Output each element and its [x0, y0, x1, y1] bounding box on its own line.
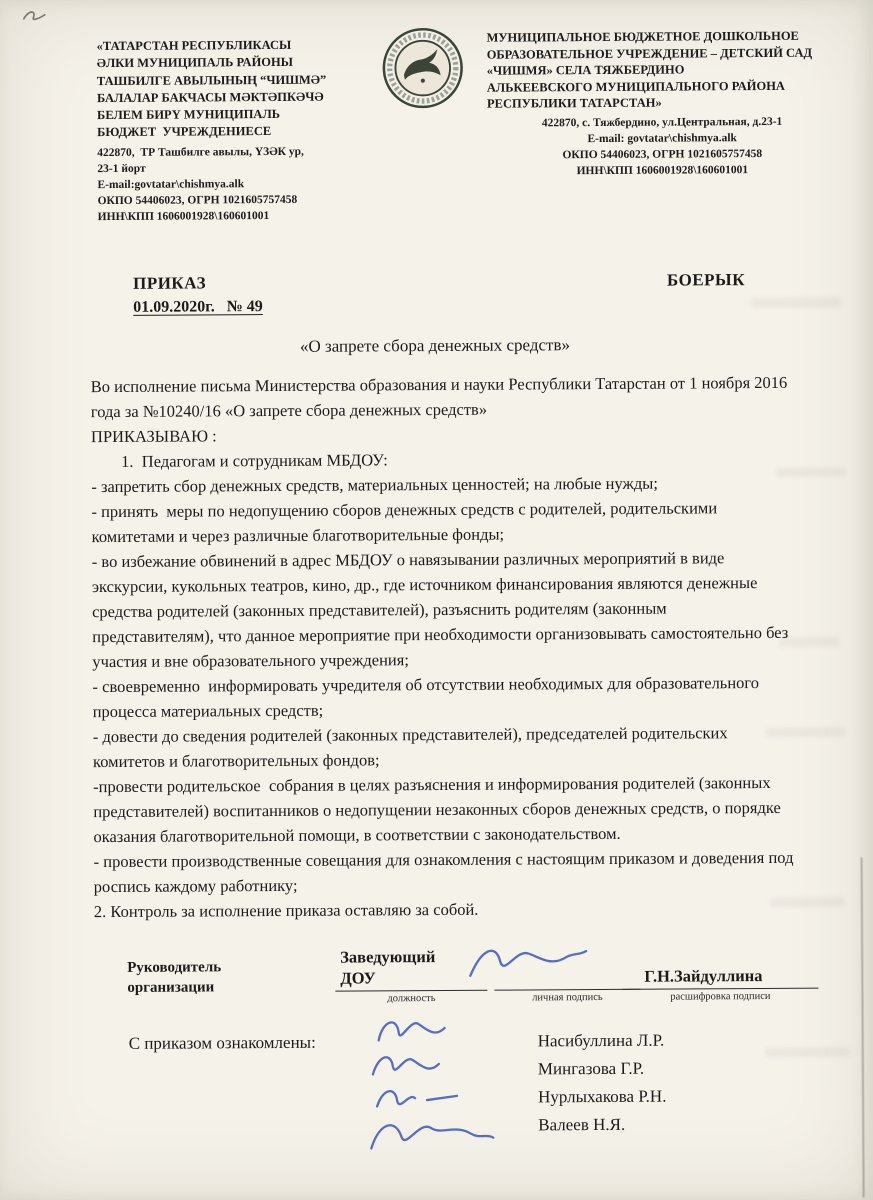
bleedthrough-artifact: [751, 298, 841, 309]
email-line: E-mail:govtatar\chishmya.alk: [97, 177, 245, 191]
header-left-block: [97, 37, 353, 226]
body-paragraph: -провести родительское собрания в целях разъяснения и информирования родителей (законных представителей) воспитанников о недопущении незаконных сборов денежных средств, о порядке оказания благотворительной помощи, в соответствии с законодательством.: [93, 772, 781, 847]
address-line: 422870, с. Тяжбердино, ул.Центральная, д.23-1: [541, 115, 783, 129]
acknowledgement-names: [538, 1027, 667, 1140]
ack-name: Насибуллина Л.Р.: [537, 1030, 665, 1051]
order-subject: «О запрете сбора денежных средств»: [299, 335, 571, 356]
body-paragraph: 2. Контроль за исполнение приказа оставляю за собой.: [93, 899, 479, 922]
order-date-number: 01.09.2020г. № 49: [133, 298, 263, 316]
scan-edge-artifact: [861, 857, 865, 1197]
body-paragraph: - провести производственные совещания для ознакомления с настоящим приказом и доведения под роспись каждому работнику;: [93, 847, 794, 897]
body-paragraph: - во избежание обвинений в адрес МБДОУ о навязывании различных мероприятий в виде экскурсии, кукольных театров, кино, др., где источником финансирования являются денежные средства родителей (законных представителей), разъяснить родителям (законным представителям), что данное мероприятие при необходимости организовывать самостоятельно без участия и вне образовательного учреждения;: [91, 548, 789, 672]
org-name-line: БЮДЖЕТ УЧРЕЖДЕНИЕСЕ: [97, 124, 272, 140]
signer-name: Г.Н.Зайдуллина: [644, 966, 763, 986]
header-right-block: [487, 28, 838, 180]
org-name-line: «ТАТАРСТАН РЕСПУБЛИКАСЫ: [96, 37, 292, 54]
email-line: E-mail: govtatar\chishmya.alk: [587, 131, 737, 145]
body-paragraph: - своевременно информировать учредителя об отсутствии необходимых для образовательного процесса материальных средств;: [92, 673, 760, 722]
tatarstan-emblem-icon: [380, 26, 465, 111]
signature-line-position: [335, 990, 487, 1005]
org-name-line: «ЧИШМЯ» СЕЛА ТЯЖБЕРДИНО: [486, 62, 685, 78]
ack-name: Нурлыхакова Р.Н.: [537, 1086, 667, 1107]
org-contact-block: [97, 143, 352, 225]
org-contact-block: [487, 113, 837, 180]
address-line: 422870, ТР Ташбилге авылы, ҮЗӘК ур,: [97, 145, 304, 159]
signature-line-personal: [494, 989, 640, 1004]
inn-kpp-line: ИНН\КПП 1606001928\160601001: [97, 209, 270, 223]
org-name-line: АЛЬКЕЕВСКОГО МУНИЦИПАЛЬНОГО РАЙОНА: [486, 78, 785, 95]
address-line: 23-1 йорт: [97, 162, 146, 175]
body-paragraph: Во исполнение письма Министерства образования и науки Республики Татарстан от 1 ноября 2016 года за №10240/16 «О запрете сбора денежных средств»: [90, 372, 788, 422]
order-title-tat: БОЕРЫК: [666, 270, 746, 290]
order-title-row: [133, 270, 745, 294]
org-name-line: ОБРАЗОВАТЕЛЬНОЕ УЧРЕЖДЕНИЕ – ДЕТСКИЙ САД: [486, 45, 813, 62]
org-name-line: РЕСПУБЛИКИ ТАТАРСТАН»: [486, 95, 662, 111]
org-name-line: МУНИЦИПАЛЬНОЕ БЮДЖЕТНОЕ ДОШКОЛЬНОЕ: [486, 28, 799, 45]
transcript-caption: расшифровка подписи: [670, 990, 771, 1003]
signature-line-transcript: [622, 988, 818, 1003]
okpo-ogrn-line: ОКПО 54406023, ОГРН 1021605757458: [97, 193, 298, 207]
org-name-line: ТАШБИЛГЕ АВЫЛЫНЫҢ “ЧИШМӘ”: [96, 72, 327, 88]
signature-ink: [462, 935, 594, 996]
org-name-line: БАЛАЛАР БАКЧАСЫ МӘКТӘПКӘЧӘ: [96, 89, 324, 105]
body-paragraph: - принять меры по недопущению сборов денежных средств с родителей, родительскими комитетами и через различные благотворительные фонды;: [91, 498, 718, 547]
acknowledgement-label: С приказом ознакомлены:: [128, 1032, 316, 1053]
inn-kpp-line: ИНН\КПП 1606001928\160601001: [576, 163, 749, 177]
okpo-ogrn-line: ОКПО 54406023, ОГРН 1021605757458: [562, 147, 763, 161]
signer-role: Руководитель организации: [127, 959, 222, 997]
order-title-rus: ПРИКАЗ: [133, 273, 207, 293]
ack-name: Мингазова Г.Р.: [537, 1058, 645, 1079]
body-paragraph: 1. Педагогам и сотрудникам МБДОУ:: [121, 450, 388, 471]
ack-name: Валеев Н.Я.: [538, 1114, 626, 1135]
body-paragraph: - запретить сбор денежных средств, материальных ценностей; на любые нужды;: [91, 473, 658, 497]
body-paragraph: ПРИКАЗЫВАЮ :: [90, 426, 217, 447]
personal-signature-caption: личная подпись: [532, 991, 603, 1004]
signer-position: Заведующий ДОУ: [340, 947, 436, 989]
position-caption: должность: [387, 993, 436, 1005]
acknowledgement-signatures-ink: [352, 1007, 523, 1173]
bleedthrough-artifact: [765, 1047, 850, 1057]
pen-scan-artifact: [20, 6, 50, 24]
org-name-line: ӘЛКИ МУНИЦИПАЛЬ РАЙОНЫ: [96, 55, 294, 71]
body-paragraph: - довести до сведения родителей (законных представителей), председателей родительских комитетов и благотворительных фондов;: [92, 723, 728, 772]
org-name-line: БЕЛЕМ БИРҮ МУНИЦИПАЛЬ: [96, 106, 281, 123]
order-body: [91, 370, 794, 924]
